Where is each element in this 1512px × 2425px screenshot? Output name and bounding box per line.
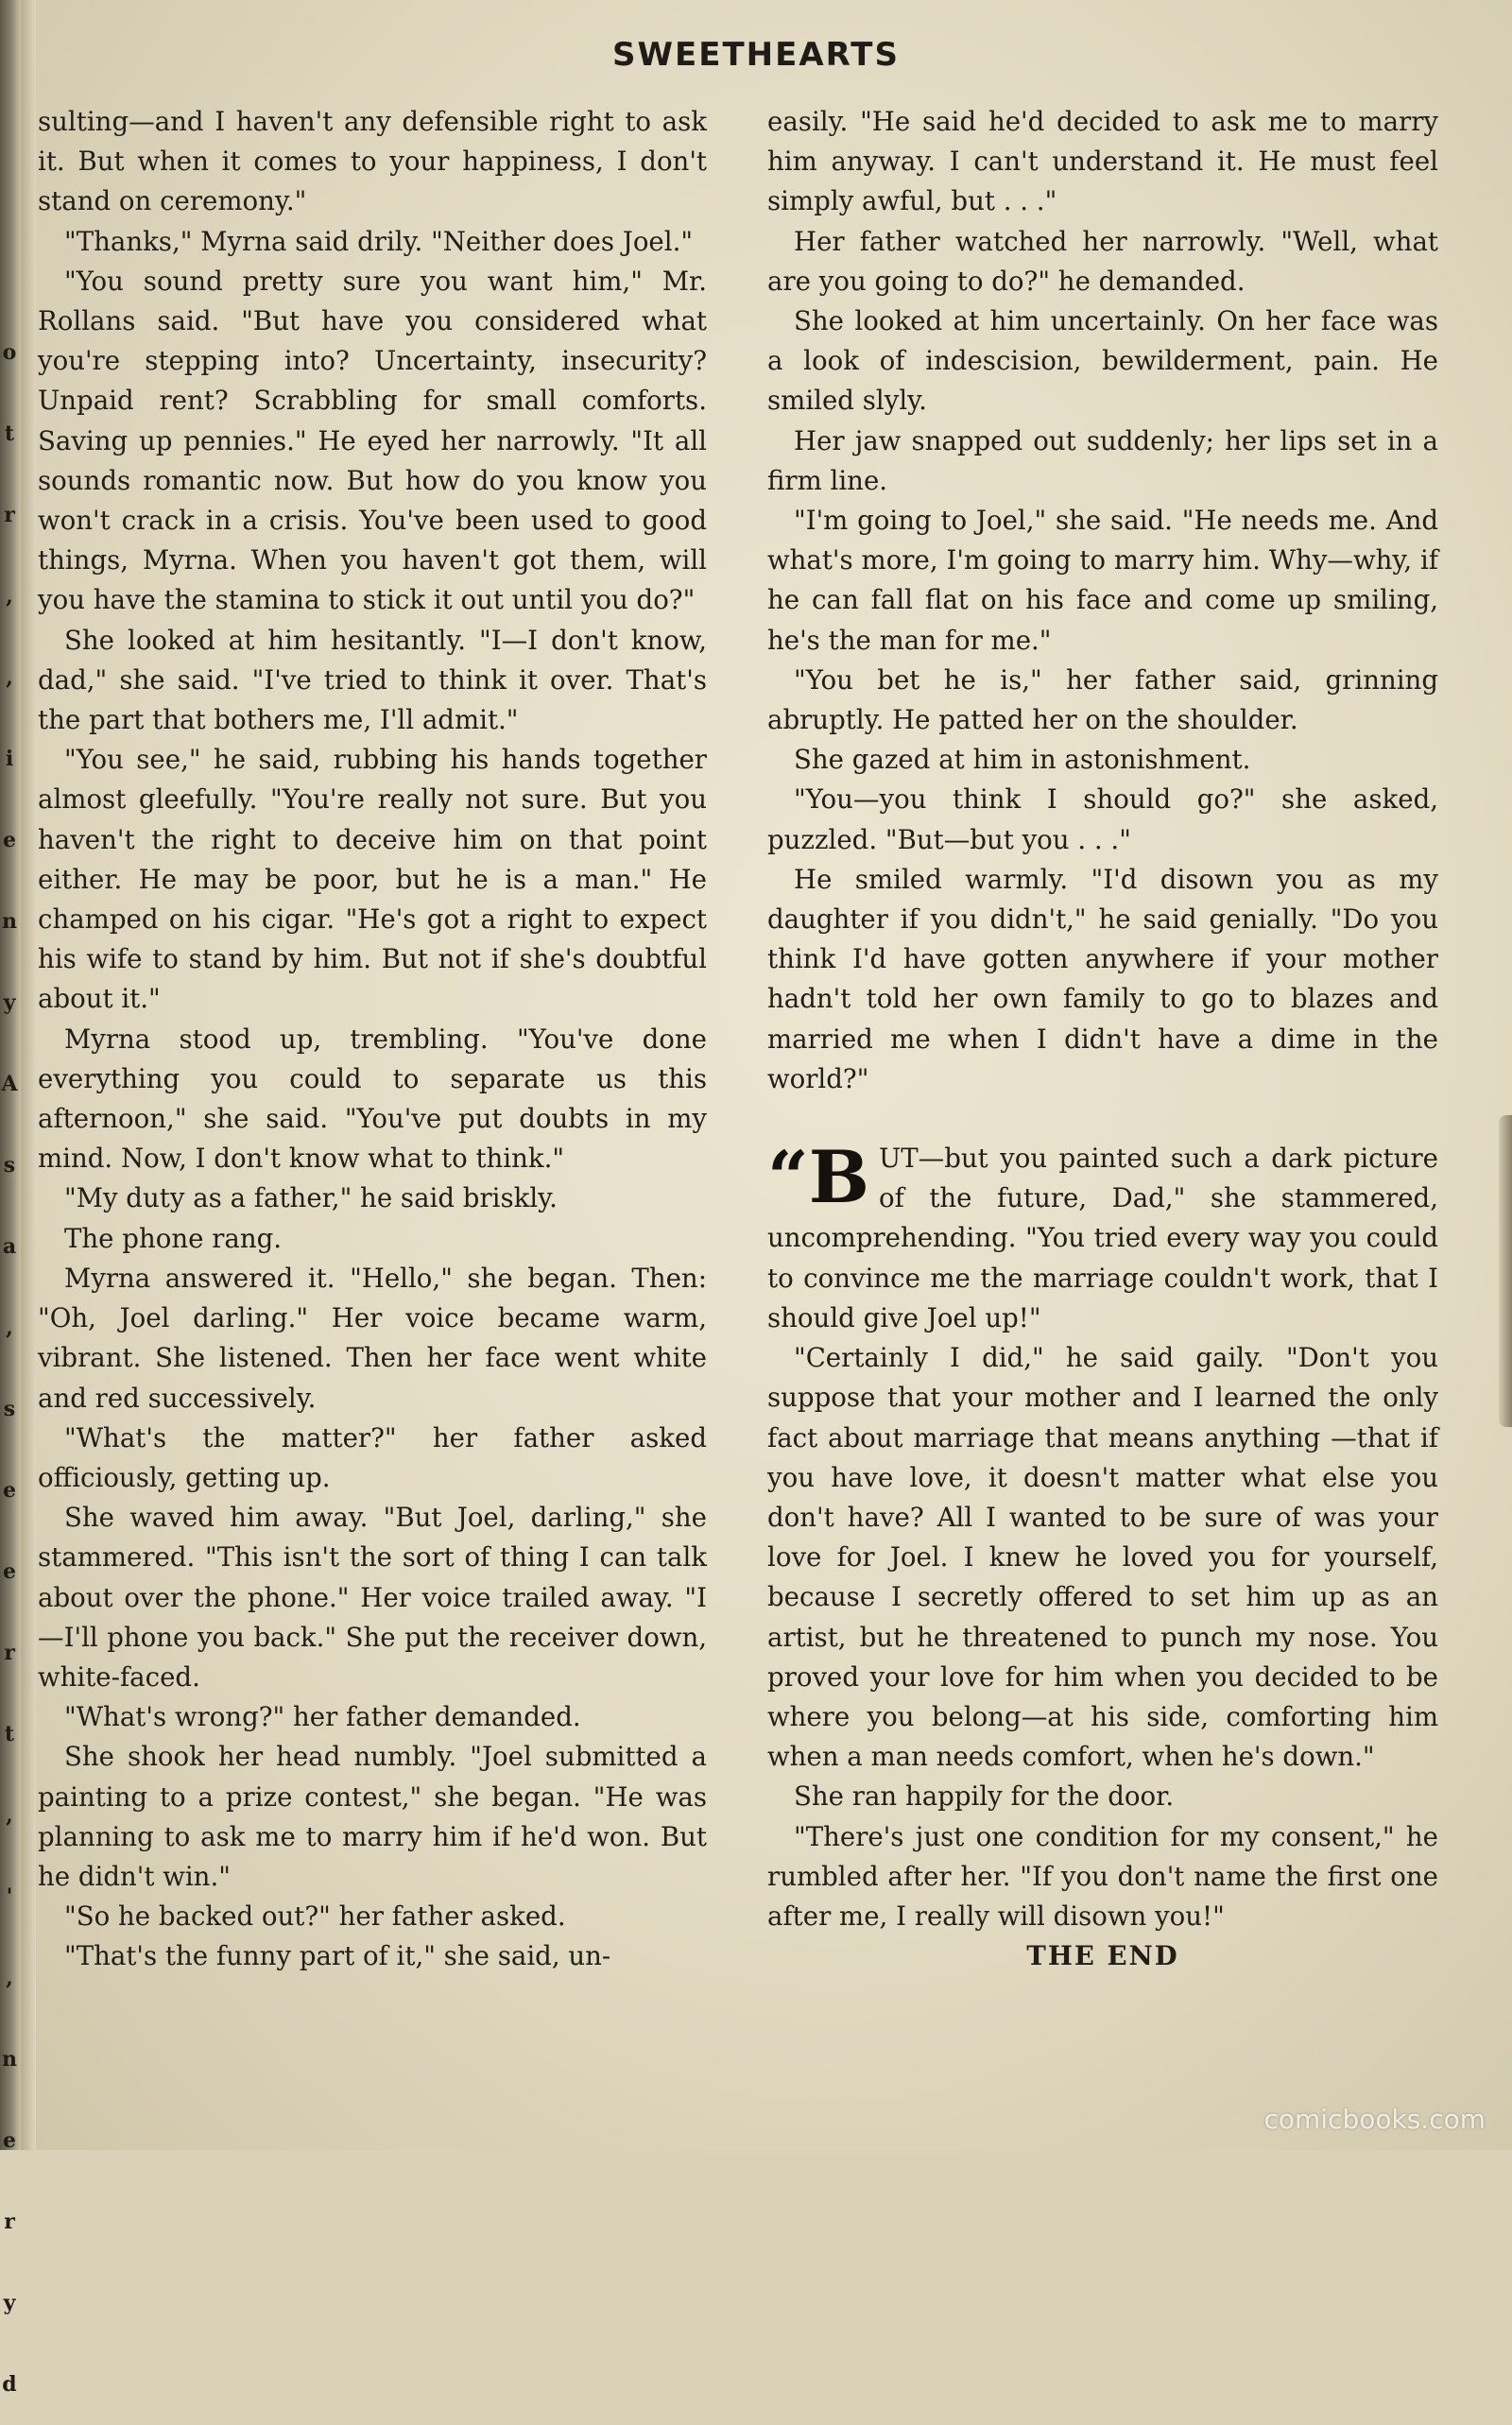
story-paragraph: "You bet he is," her father said, grinning abruptly. He patted her on the shoulder. <box>767 663 1438 736</box>
bleed-letter: , <box>6 584 13 609</box>
bleed-letter: t <box>4 1722 15 1746</box>
story-section-bottom <box>767 1338 1438 1936</box>
page-gutter <box>21 0 36 2150</box>
story-paragraph: "There's just one condition for my consent," he rumbled after her. "If you don't name the first one after me, I really will disown you!" <box>767 1820 1438 1932</box>
facing-page-bleed-letters <box>0 312 19 2397</box>
story-paragraph: "You see," he said, rubbing his hands together almost gleefully. "You're really not sure. But you haven't the right to deceive him on that point either. He may be poor, but he is a man." He champed on his cigar. "He's got a right to expect his wife to stand by him. But not if she's doubtful about it." <box>38 744 707 1015</box>
story-paragraph: "So he backed out?" her father asked. <box>64 1900 566 1933</box>
bleed-letter: r <box>4 503 15 527</box>
story-paragraph: The phone rang. <box>64 1222 283 1254</box>
bleed-letter: s <box>3 1153 16 1178</box>
story-paragraph: She waved him away. "But Joel, darling," she stammered. "This isn't the sort of thing I can talk about over the phone." Her voice trailed away. "I—I'll phone you back." She put the receiver down, white-faced. <box>38 1502 707 1693</box>
bleed-letter: , <box>6 665 13 690</box>
story-paragraph: "What's the matter?" her father asked officiously, getting up. <box>38 1421 707 1493</box>
story-paragraph: Myrna stood up, trembling. "You've done everything you could to separate us this afternoon," she said. "You've put doubts in my mind. Now, I don't know what to think." <box>38 1023 707 1175</box>
bleed-letter: r <box>4 2210 15 2234</box>
story-paragraph: "My duty as a father," he said briskly. <box>64 1182 558 1214</box>
bleed-letter: e <box>3 1478 16 1503</box>
the-end-label: THE END <box>1026 1940 1179 1972</box>
story-paragraph: She ran happily for the door. <box>794 1780 1175 1813</box>
bleed-letter: r <box>4 1641 15 1665</box>
drop-cap <box>767 1135 869 1220</box>
story-paragraph: "I'm going to Joel," she said. "He needs me. And what's more, I'm going to marry him. Why—why, if he can fall flat on his face and come up smiling, he's the man for me." <box>767 505 1438 656</box>
bleed-letter: e <box>3 1559 16 1584</box>
bleed-letter: A <box>1 1072 18 1096</box>
bleed-letter: i <box>5 747 14 771</box>
drop-cap-paragraph <box>767 1135 1438 1338</box>
story-paragraph: easily. "He said he'd decided to ask me to marry him anyway. I can't understand it. He must feel simply awful, but . . ." <box>767 106 1438 217</box>
bleed-letter: a <box>2 1234 17 1259</box>
story-paragraph: She looked at him uncertainly. On her face was a look of indescision, bewilderment, pain. He smiled slyly. <box>767 305 1438 417</box>
bleed-letter: o <box>2 340 17 365</box>
bleed-letter: e <box>3 2128 16 2153</box>
story-column-right <box>767 102 1438 1976</box>
story-paragraph: He smiled warmly. "I'd disown you as my daughter if you didn't," he said genially. "Do you think I'd have gotten anywhere if your mother hadn't told her own family to go to blazes and married me when I didn't have a dime in the world?" <box>767 863 1438 1094</box>
bleed-letter: , <box>6 1803 13 1828</box>
bleed-letter: y <box>3 990 16 1015</box>
page-header-title: SWEETHEARTS <box>612 36 900 74</box>
bleed-letter: ' <box>6 1884 13 1909</box>
bleed-letter: s <box>3 1397 16 1421</box>
drop-cap-quote: “ <box>767 1135 809 1220</box>
story-paragraph: Her jaw snapped out suddenly; her lips set in a firm line. <box>767 424 1438 496</box>
story-paragraph: "Certainly I did," he said gaily. "Don't you suppose that your mother and I learned the only fact about marriage that means anything —that if you have love, it doesn't matter what else you don't have? All I wanted to be sure of was your love for Joel. I knew he loved you for yourself, because I secretly offered to set him up as an artist, but he threatened to punch my nose. You proved your love for him when you decided to be where you belong—at his side, comforting him when a man needs comfort, when he's down." <box>767 1342 1438 1773</box>
bleed-letter: , <box>6 1316 13 1340</box>
bleed-letter: t <box>4 421 15 446</box>
bleed-letter: n <box>2 2047 17 2072</box>
story-paragraph: "That's the funny part of it," she said, un- <box>64 1940 611 1972</box>
story-paragraph: She looked at him hesitantly. "I—I don't know, dad," she said. "I've tried to think it over. That's the part that bothers me, I'll admit." <box>38 624 707 736</box>
bleed-letter: n <box>2 909 17 934</box>
bleed-letter: e <box>3 828 16 852</box>
drop-cap-letter: B <box>808 1135 869 1220</box>
story-paragraph: She shook her head numbly. "Joel submitted a painting to a prize contest," she began. "He was planning to ask me to marry him if he'd won. But he didn't win." <box>38 1741 707 1892</box>
drop-cap-paragraph-text: UT—but you painted such a dark picture of the future, Dad," she stammered, uncomprehending. "You tried every way you could to convince me the marriage couldn't work, that I should give Joel up!" <box>767 1143 1438 1333</box>
story-paragraph: "What's wrong?" her father demanded. <box>64 1701 581 1733</box>
story-column-left <box>38 102 707 1977</box>
watermark-logo: comicbooks.com <box>1263 2104 1486 2135</box>
story-paragraph: Myrna answered it. "Hello," she began. Then: "Oh, Joel darling." Her voice became warm, vibrant. She listened. Then her face went white and red successively. <box>38 1262 707 1414</box>
page-edge-tab <box>1499 1115 1512 1427</box>
story-paragraph: "Thanks," Myrna said drily. "Neither does Joel." <box>64 225 694 257</box>
story-paragraph: sulting—and I haven't any defensible right to ask it. But when it comes to your happiness, I don't stand on ceremony." <box>38 106 707 217</box>
story-paragraph: Her father watched her narrowly. "Well, what are you going to do?" he demanded. <box>767 225 1438 297</box>
story-paragraph: She gazed at him in astonishment. <box>794 744 1251 776</box>
story-section-top <box>767 102 1438 1099</box>
story-paragraph: "You sound pretty sure you want him," Mr. Rollans said. "But have you considered what you're stepping into? Uncertainty, insecurity? Unpaid rent? Scrabbling for small comforts. Saving up pennies." He eyed her narrowly. "It all sounds romantic now. But how do you know you won't crack in a crisis. You've been used to good things, Myrna. When you haven't got them, will you have the stamina to stick it out until you do?" <box>38 265 707 616</box>
bleed-letter: , <box>6 1966 13 1990</box>
story-paragraph: "You—you think I should go?" she asked, puzzled. "But—but you . . ." <box>767 783 1438 855</box>
bleed-letter: y <box>3 2291 16 2315</box>
bleed-letter: d <box>2 2372 17 2397</box>
